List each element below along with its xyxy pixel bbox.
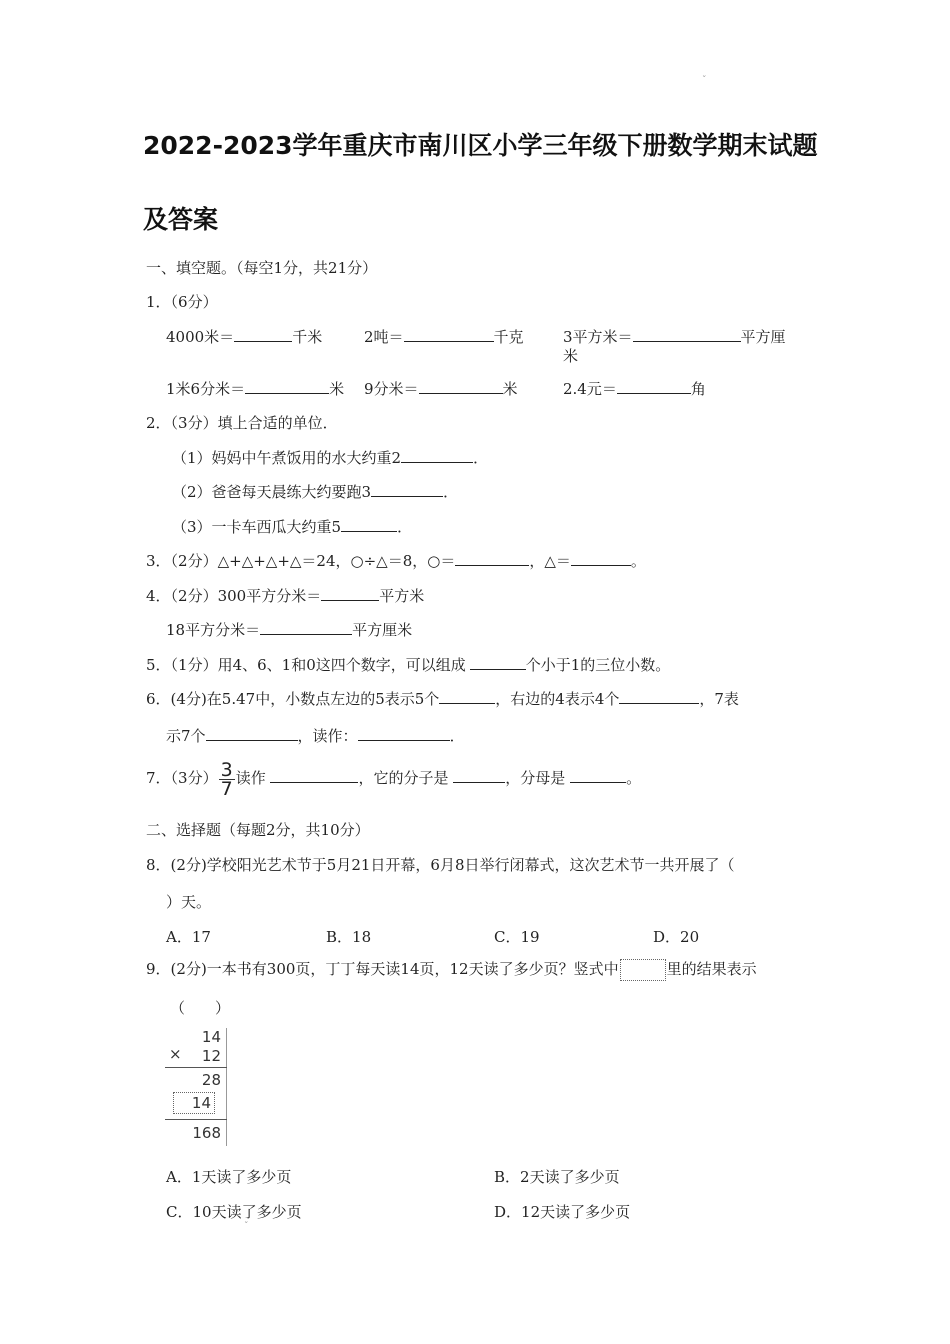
q2-sub1 (172, 448, 488, 468)
q6-line2a: 示7个 (166, 727, 206, 745)
q9-line2: （ ） (170, 999, 231, 1017)
q1-item-b (364, 327, 524, 347)
q2-sub1-text: （1）妈妈中午煮饭用的水大约重2 (172, 449, 402, 467)
q4-text: 4．（2分）300平方分米＝ (146, 587, 322, 605)
calc-right-border (226, 1028, 227, 1146)
q1-e-unit: 米 (502, 380, 518, 398)
q5-blank[interactable] (470, 655, 526, 670)
q3-text: 3．（2分）△+△+△+△＝24，○÷△＝8，○＝ (146, 552, 456, 570)
q1-c-unit: 平方厘 (740, 328, 786, 346)
q4-unit2: 平方厘米 (352, 621, 413, 639)
q5 (146, 655, 670, 675)
q6-line2 (166, 726, 465, 746)
q8-option-b[interactable]: B．18 (326, 928, 372, 946)
q4-unit: 平方米 (379, 587, 425, 605)
q1-d-blank[interactable] (245, 379, 329, 394)
q8-text: 8．(2分)学校阳光艺术节于5月21日开幕，6月8日举行闭幕式，这次艺术节一共开展了（ (146, 856, 735, 874)
q7-blank1[interactable] (270, 768, 358, 783)
q6-mid: ，右边的4表示4个 (495, 690, 620, 708)
q1-c-text: 3平方米＝ (563, 328, 633, 346)
q5-end: 个小于1的三位小数。 (525, 656, 671, 674)
q1-b-unit: 千克 (493, 328, 524, 346)
q1-c-unit-wrap: 米 (563, 347, 579, 365)
q6-blank1[interactable] (439, 689, 495, 704)
q2-head: 2．（3分）填上合适的单位． (146, 414, 338, 432)
q1-item-c (563, 327, 786, 347)
q9-text-b: 里的结果表示 (666, 960, 757, 978)
q9-vertical-calculation (165, 1028, 227, 1146)
q8-line2: ）天。 (166, 893, 212, 911)
q4-blank1[interactable] (321, 586, 379, 601)
q7-fraction-numerator: 3 (220, 758, 233, 781)
q9-text (146, 959, 757, 981)
q7-head: 7．（3分） (146, 769, 218, 787)
q1-e-text: 9分米＝ (364, 380, 419, 398)
q2-sub3-blank[interactable] (341, 517, 397, 532)
q1-item-e (364, 379, 518, 399)
calc-line-2 (165, 1119, 227, 1120)
q2-sub1-blank[interactable] (401, 448, 473, 463)
q9-option-a[interactable]: A．1天读了多少页 (166, 1168, 292, 1186)
q1-d-text: 1米6分米＝ (166, 380, 246, 398)
q1-a-text: 4000米＝ (166, 328, 235, 346)
q1-item-f (563, 379, 706, 399)
q9-option-b[interactable]: B．2天读了多少页 (494, 1168, 620, 1186)
q7 (146, 756, 641, 800)
q8-option-c[interactable]: C．19 (494, 928, 540, 946)
q9-option-d[interactable]: D．12天读了多少页 (494, 1203, 631, 1221)
q1-f-unit: 角 (690, 380, 706, 398)
q6-line2b: ，读作： (297, 727, 358, 745)
calc-product: 168 (192, 1124, 221, 1142)
q3-mid: ，△＝ (529, 552, 571, 570)
q2-sub3-text: （3）一卡车西瓜大约重5 (172, 518, 342, 536)
q6-blank3[interactable] (206, 726, 298, 741)
q7-fraction (219, 758, 235, 800)
q7-end: 。 (626, 769, 642, 787)
q4-line1 (146, 586, 424, 606)
calc-partial-1: 28 (201, 1071, 221, 1089)
q1-b-text: 2吨＝ (364, 328, 404, 346)
scan-mark-bottom: ˇ (244, 1222, 249, 1232)
q1-b-blank[interactable] (404, 327, 494, 342)
q5-text: 5．（1分）用4、6、1和0这四个数字，可以组成 (146, 656, 466, 674)
q1-c-blank[interactable] (633, 327, 741, 342)
q6-text: 6．(4分)在5.47中，小数点左边的5表示5个 (146, 690, 440, 708)
q9-dotted-box-icon (620, 959, 666, 981)
q8-option-d[interactable]: D．20 (653, 928, 700, 946)
q6-line2c: ． (449, 727, 465, 745)
calc-multiply-sign: × (169, 1045, 182, 1063)
q2-sub2-blank[interactable] (371, 482, 443, 497)
scan-mark-top: ˇ (702, 76, 707, 86)
q4-line2 (166, 620, 412, 640)
q3-blank1[interactable] (455, 551, 529, 566)
q2-sub2-end: ． (443, 483, 459, 501)
document-title-line2: 及答案 (143, 205, 219, 234)
q6-blank2[interactable] (619, 689, 699, 704)
q3-blank2[interactable] (571, 551, 631, 566)
q9-text-a: 9．(2分)一本书有300页，丁丁每天读14页，12天读了多少页？竖式中 (146, 960, 619, 978)
q3-end: 。 (630, 552, 646, 570)
q2-sub2 (172, 482, 458, 502)
section1-heading: 一、填空题。（每空1分，共21分） (146, 259, 378, 277)
q7-blank3[interactable] (570, 768, 626, 783)
q8-option-a[interactable]: A．17 (166, 928, 211, 946)
q7-denominator-label: ，分母是 (505, 769, 566, 787)
q1-item-a (166, 327, 322, 347)
q6-end: ，7表 (699, 690, 739, 708)
q1-f-blank[interactable] (617, 379, 691, 394)
q2-sub3 (172, 517, 412, 537)
section2-heading: 二、选择题（每题2分，共10分） (146, 821, 370, 839)
q7-blank2[interactable] (453, 768, 505, 783)
q1-a-blank[interactable] (234, 327, 292, 342)
q9-option-c[interactable]: C．10天读了多少页 (166, 1203, 302, 1221)
q1-d-unit: 米 (329, 380, 345, 398)
q6-blank4[interactable] (358, 726, 450, 741)
q4-blank2[interactable] (260, 620, 352, 635)
q6-line1 (146, 689, 739, 709)
q1-item-d (166, 379, 344, 399)
calc-partial-2: 14 (191, 1094, 211, 1112)
q1-e-blank[interactable] (419, 379, 503, 394)
q2-sub2-text: （2）爸爸每天晨练大约要跑3 (172, 483, 372, 501)
document-title-line1: 2022-2023学年重庆市南川区小学三年级下册数学期末试题 (143, 131, 818, 160)
q2-sub3-end: ． (397, 518, 413, 536)
q1-a-unit: 千米 (292, 328, 323, 346)
calc-multiplicand: 14 (201, 1028, 221, 1046)
q1-head: 1．（6分） (146, 293, 218, 311)
q3 (146, 551, 646, 571)
q2-sub1-end: ． (473, 449, 489, 467)
q7-numerator-label: ，它的分子是 (358, 769, 449, 787)
q1-f-text: 2.4元＝ (563, 380, 617, 398)
q4-text2: 18平方分米＝ (166, 621, 261, 639)
calc-line-1 (165, 1067, 227, 1068)
q7-fraction-denominator: 7 (220, 777, 233, 800)
q7-read-as: 读作 (235, 769, 266, 787)
calc-multiplier: 12 (201, 1047, 221, 1065)
